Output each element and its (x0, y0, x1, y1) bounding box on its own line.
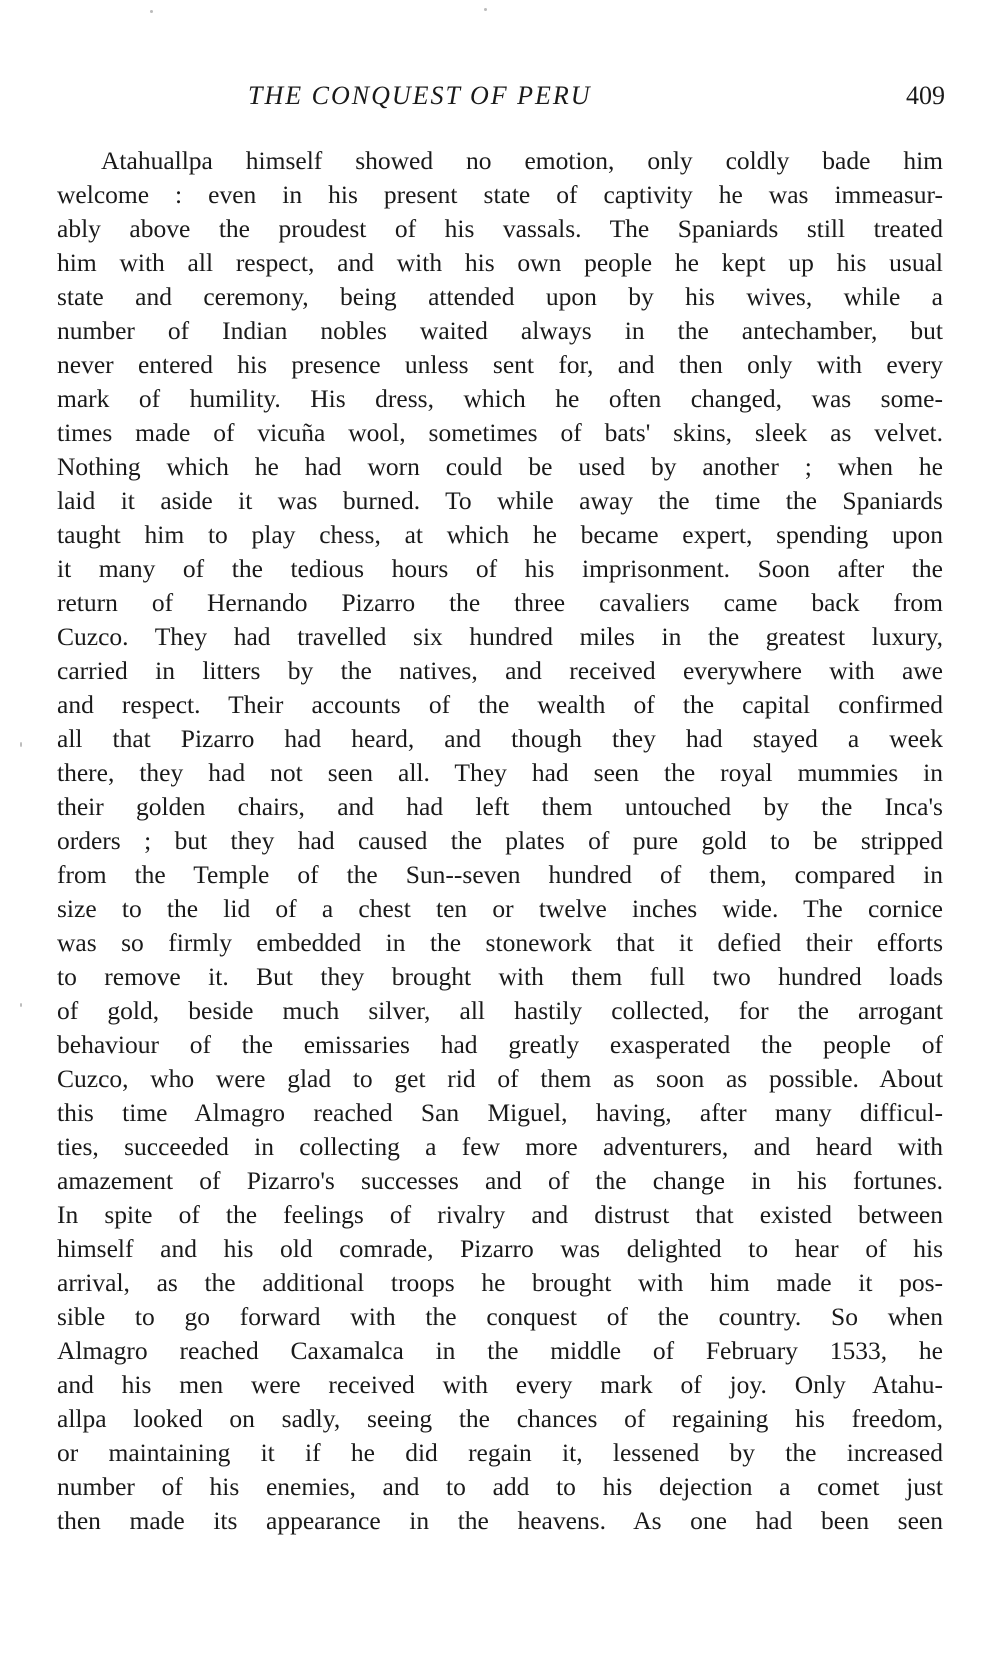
text-line: Cuzco, who were glad to get rid of them as soon as possible. About (57, 1064, 943, 1093)
text-line: all that Pizarro had heard, and though they had stayed a week (57, 724, 943, 753)
text-line: ties, succeeded in collecting a few more adventurers, and heard with (57, 1132, 943, 1161)
running-title: THE CONQUEST OF PERU (248, 81, 592, 110)
text-line: mark of humility. His dress, which he often changed, was some- (57, 384, 943, 413)
paper-speck (20, 1003, 22, 1007)
paper-speck (20, 742, 22, 747)
text-line: this time Almagro reached San Miguel, having, after many difficul- (57, 1098, 943, 1127)
page-number: 409 (906, 81, 945, 110)
text-line: carried in litters by the natives, and received everywhere with awe (57, 656, 943, 685)
text-line: their golden chairs, and had left them untouched by the Inca's (57, 792, 943, 821)
text-line: him with all respect, and with his own people he kept up his usual (57, 248, 943, 277)
paper-speck (150, 10, 153, 13)
running-head (248, 76, 945, 116)
text-line: arrival, as the additional troops he brought with him made it pos- (57, 1268, 943, 1297)
text-line: there, they had not seen all. They had seen the royal mummies in (57, 758, 943, 787)
text-line: number of his enemies, and to add to his dejection a comet just (57, 1472, 943, 1501)
text-line: size to the lid of a chest ten or twelve inches wide. The cornice (57, 894, 943, 923)
text-line: never entered his presence unless sent for, and then only with every (57, 350, 943, 379)
text-line: welcome : even in his present state of captivity he was immeasur- (57, 180, 943, 209)
text-line: himself and his old comrade, Pizarro was delighted to hear of his (57, 1234, 943, 1263)
text-line: laid it aside it was burned. To while away the time the Spaniards (57, 486, 943, 515)
text-line: ably above the proudest of his vassals. The Spaniards still treated (57, 214, 943, 243)
text-line: then made its appearance in the heavens. As one had been seen (57, 1506, 943, 1535)
text-line: sible to go forward with the conquest of the country. So when (57, 1302, 943, 1331)
text-line: amazement of Pizarro's successes and of the change in his fortunes. (57, 1166, 943, 1195)
text-line: times made of vicuña wool, sometimes of bats' skins, sleek as velvet. (57, 418, 943, 447)
text-line: orders ; but they had caused the plates of pure gold to be stripped (57, 826, 943, 855)
text-line: number of Indian nobles waited always in the antechamber, but (57, 316, 943, 345)
text-line: Atahuallpa himself showed no emotion, only coldly bade him (101, 146, 943, 175)
text-line: of gold, beside much silver, all hastily collected, for the arrogant (57, 996, 943, 1025)
text-line: it many of the tedious hours of his imprisonment. Soon after the (57, 554, 943, 583)
text-line: Cuzco. They had travelled six hundred miles in the greatest luxury, (57, 622, 943, 651)
body-text (57, 144, 943, 1538)
text-line: allpa looked on sadly, seeing the chances of regaining his freedom, (57, 1404, 943, 1433)
text-line: Nothing which he had worn could be used by another ; when he (57, 452, 943, 481)
text-line: return of Hernando Pizarro the three cavaliers came back from (57, 588, 943, 617)
text-line: Almagro reached Caxamalca in the middle of February 1533, he (57, 1336, 943, 1365)
text-line: to remove it. But they brought with them full two hundred loads (57, 962, 943, 991)
text-line: taught him to play chess, at which he became expert, spending upon (57, 520, 943, 549)
text-line: state and ceremony, being attended upon by his wives, while a (57, 282, 943, 311)
text-line: or maintaining it if he did regain it, lessened by the increased (57, 1438, 943, 1467)
text-line: from the Temple of the Sun--seven hundred of them, compared in (57, 860, 943, 889)
text-line: and respect. Their accounts of the wealth of the capital confirmed (57, 690, 943, 719)
paper-speck (484, 8, 487, 11)
text-line: was so firmly embedded in the stonework that it defied their efforts (57, 928, 943, 957)
text-line: behaviour of the emissaries had greatly exasperated the people of (57, 1030, 943, 1059)
text-line: In spite of the feelings of rivalry and distrust that existed between (57, 1200, 943, 1229)
text-line: and his men were received with every mark of joy. Only Atahu- (57, 1370, 943, 1399)
